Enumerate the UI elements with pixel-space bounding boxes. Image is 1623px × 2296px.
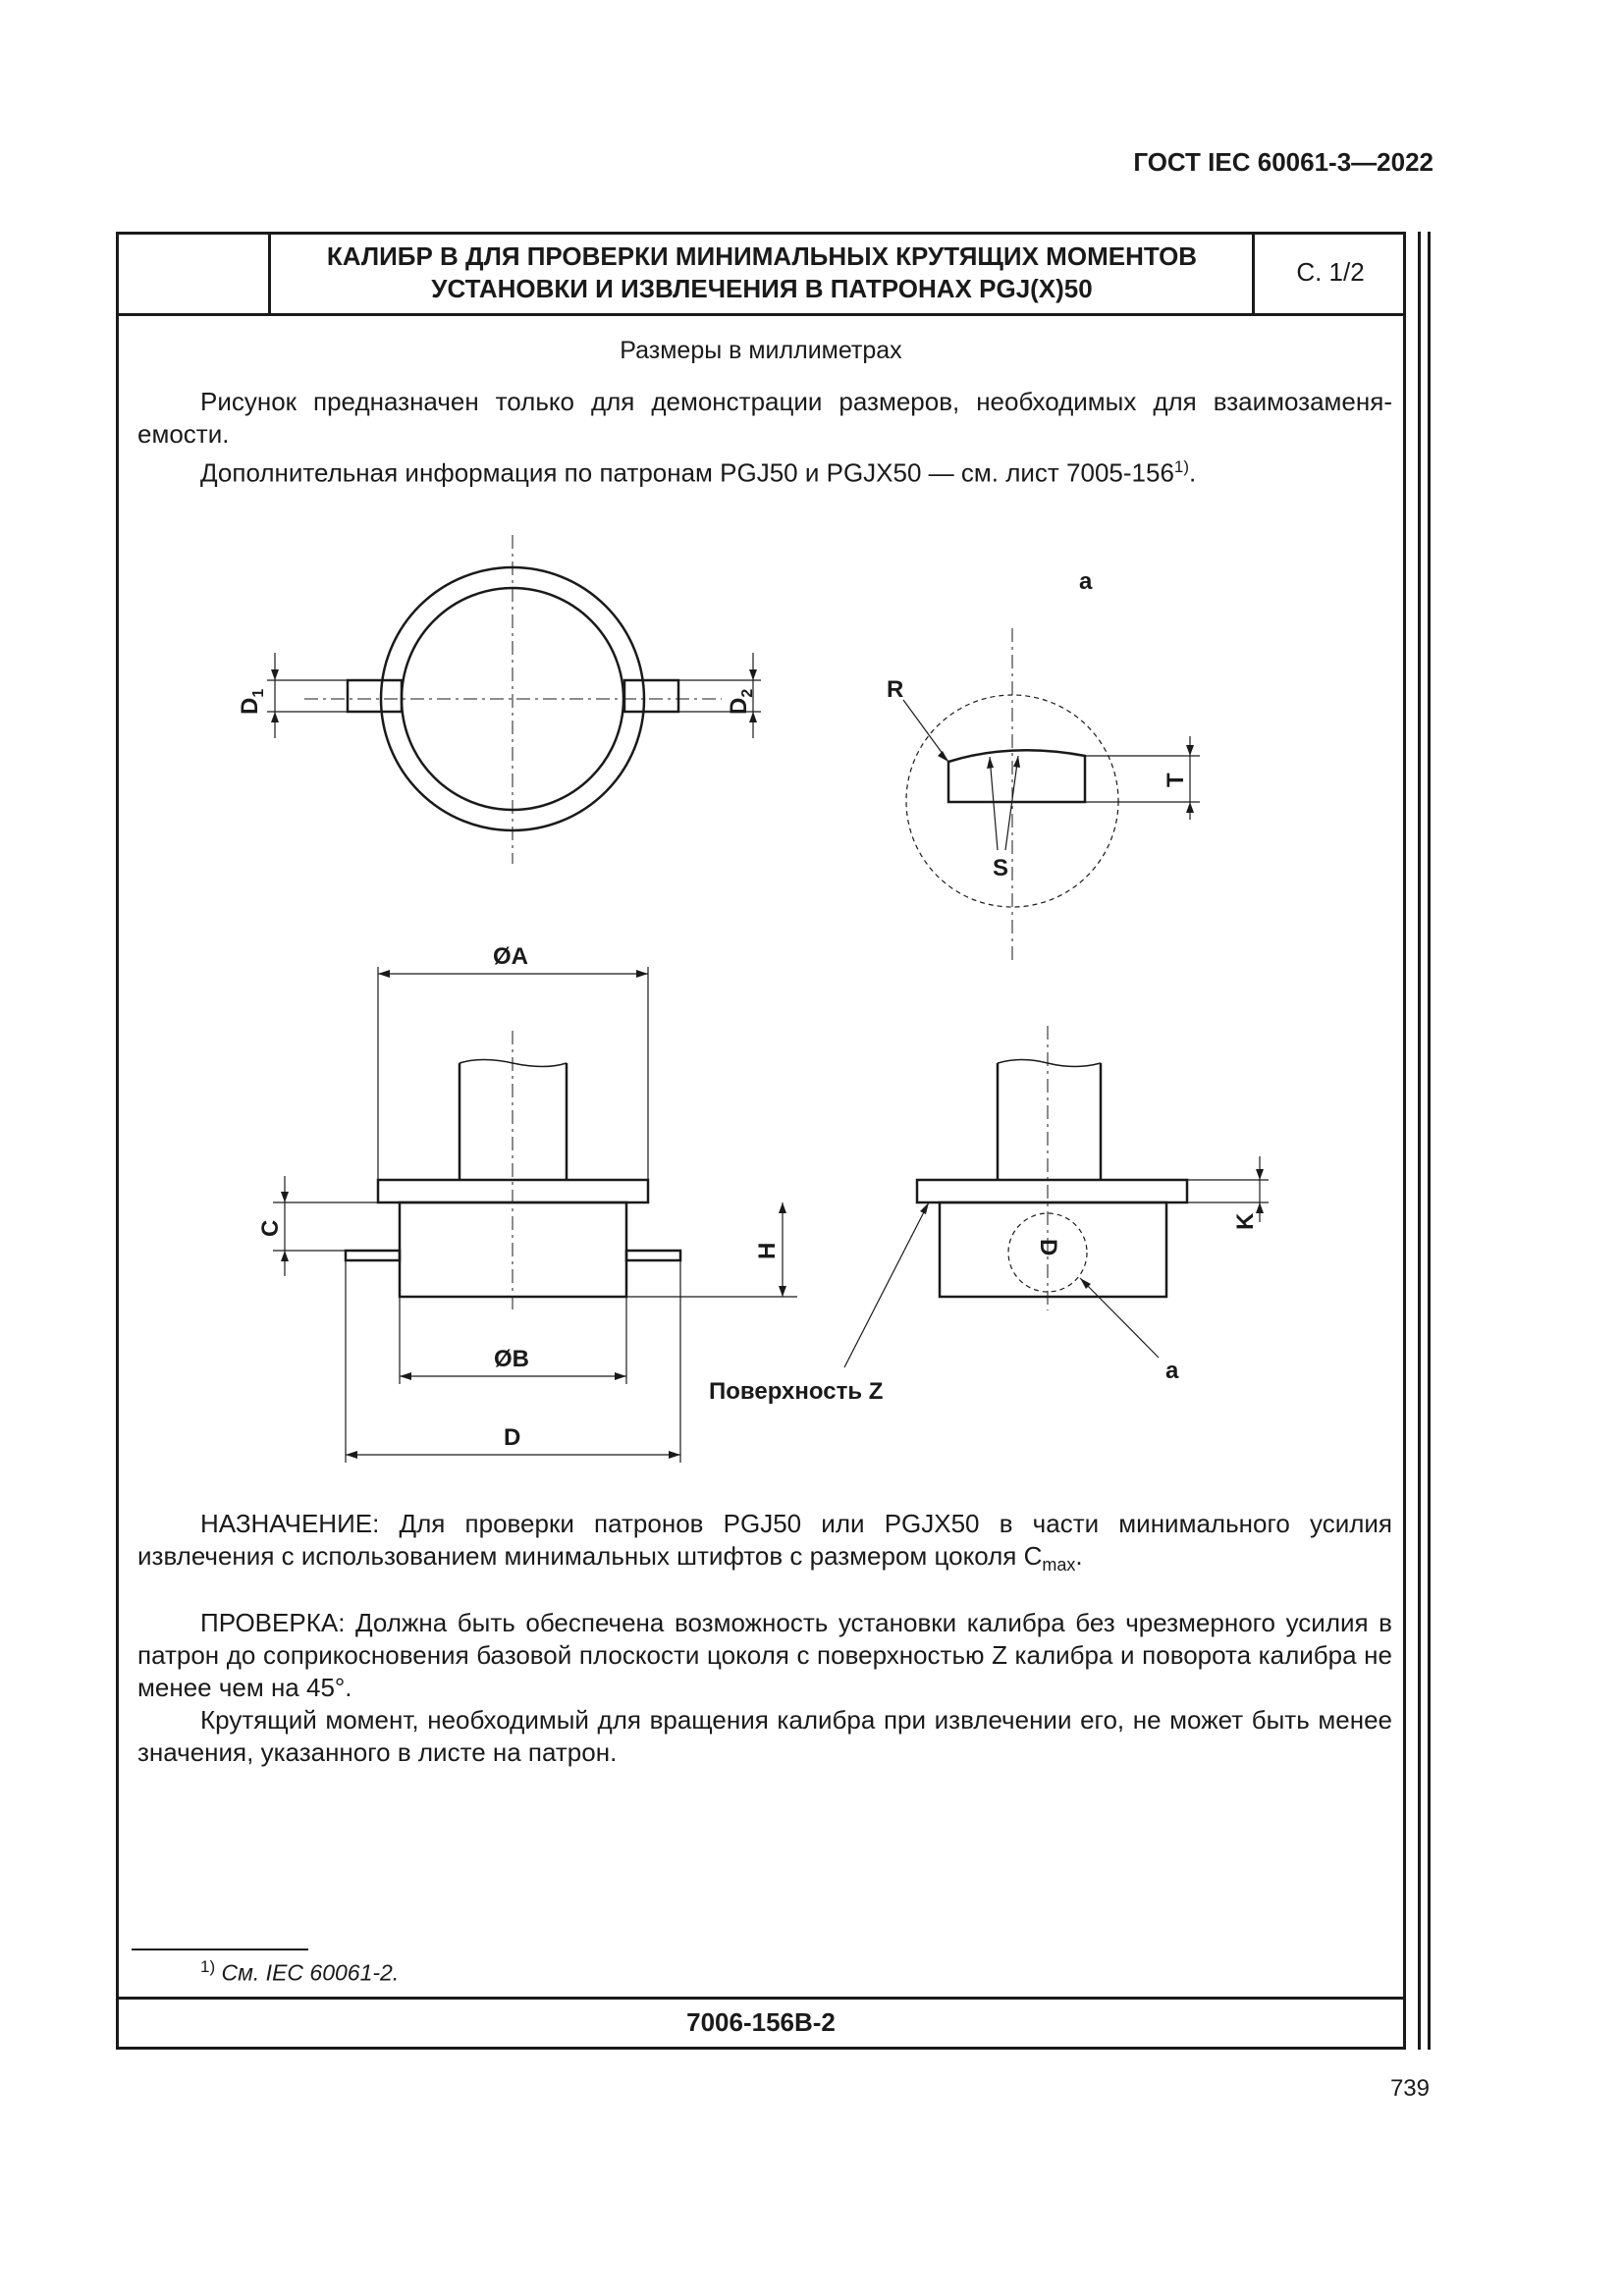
pin-profile: [948, 750, 1085, 802]
sheet-title-line1: КАЛИБР В ДЛЯ ПРОВЕРКИ МИНИМАЛЬНЫХ КРУТЯЩИХ МОМЕНТОВ: [326, 241, 1198, 271]
label-dia-a: ØA: [493, 943, 528, 970]
label-c: C: [257, 1219, 284, 1237]
label-d1: $D_1$: [237, 688, 267, 715]
label-surface-z: Поверхность Z: [709, 1378, 884, 1405]
label-dia-b: ØB: [494, 1346, 529, 1372]
label-a: a: [1165, 1358, 1179, 1384]
pin-left: [348, 680, 402, 712]
intro-line2: емости.: [137, 419, 230, 449]
sheet-title-line2: УСТАНОВКИ И ИЗВЛЕЧЕНИЯ В ПАТРОНАХ PGJ(X)50: [431, 274, 1093, 303]
check-paragraph: ПРОВЕРКА: Должна быть обеспечена возможность установки калибра без чрезмерного усилия в патрон до соприкосновения базовой плоскости цоколя с поверхностью Z калибра и поворота калибра не менее чем на 45°.: [137, 1608, 1392, 1702]
sheet-code: 7006-156B-2: [686, 2007, 836, 2037]
side-flange: [917, 1180, 1187, 1202]
pin-right-front: [626, 1251, 680, 1260]
pin-right: [624, 680, 678, 712]
standard-designation: ГОСТ IEC 60061-3—2022: [1133, 147, 1434, 177]
leader-s: [990, 757, 998, 850]
label-d2: $D_2$: [726, 688, 756, 715]
torque-paragraph: Крутящий момент, необходимый для вращения калибра при извлечении его, не может быть менее значения, указанного в листе на патрон.: [137, 1705, 1392, 1767]
label-d: D: [504, 1424, 521, 1451]
label-k: K: [1232, 1212, 1259, 1230]
intro-additional: Дополнительная информация по патронам PGJ50 и PGJX50 — см. лист 7005-156$^{1)}$.: [200, 457, 1197, 488]
label-d-pin: D: [1035, 1239, 1061, 1256]
purpose-paragraph: НАЗНАЧЕНИЕ: Для проверки патронов PGJ50 или PGJX50 в части минимального усилия извлечения с использованием минимальных штифтов с размером цоколя $C_{max}$.: [137, 1509, 1392, 1575]
leader-surface-z: [844, 1202, 929, 1367]
footer-rule: [116, 1997, 1406, 2000]
units-note: Размеры в миллиметрах: [620, 337, 902, 364]
label-r: R: [887, 676, 904, 703]
label-h: H: [754, 1242, 781, 1259]
footnote: $^{1)}$ См. IEC 60061-2.: [200, 1957, 400, 1986]
intro-line1: Рисунок предназначен только для демонстрации размеров, необходимых для взаимозаменя-: [200, 387, 1392, 416]
intro-line3: Дополнительная информация по патронам PGJ50 и PGJX50 — см. лист 7005-156: [200, 457, 1174, 488]
footnote-rule: [132, 1949, 308, 1950]
page-number: 739: [1389, 2075, 1430, 2102]
footnote-ref: 1): [1173, 457, 1190, 476]
label-a-detail: a: [1079, 568, 1093, 595]
leader-a: [1080, 1278, 1159, 1358]
pin-left-front: [346, 1251, 400, 1260]
label-t: T: [1163, 773, 1189, 787]
label-s: S: [993, 855, 1009, 881]
sheet-number: С. 1/2: [1296, 257, 1365, 287]
